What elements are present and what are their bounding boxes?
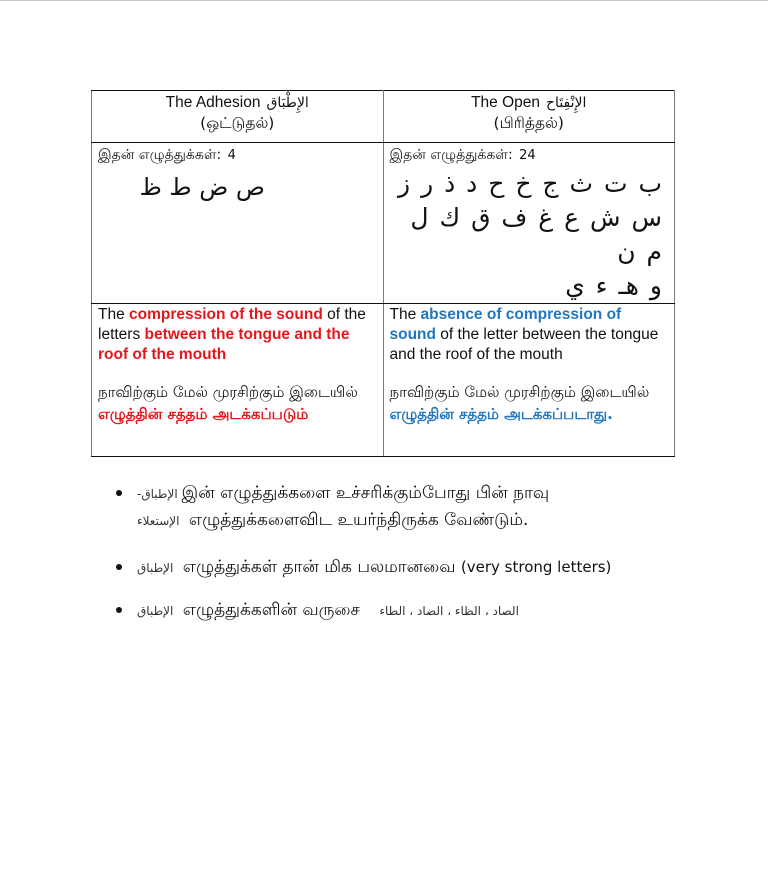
desc-text: of the letter between the tongue and the roof of the mouth [389,326,659,363]
header-tamil-adhesion: (ஒட்டுதல்) [200,114,275,132]
desc-highlight-red: compression of the sound [129,306,323,323]
letter-count-open [390,146,669,165]
bullet-text: எழுத்துக்கள் தான் மிக பலமானவை [182,557,456,577]
bullet-dot-icon [116,564,122,570]
letter-count-label: இதன் எழுத்துக்கள்: [98,147,222,163]
header-tamil-open: (பிரித்தல்) [493,114,564,132]
bullet-text: எழுத்துக்களின் வருசை [182,600,360,620]
bullet-text: இன் எழுத்துக்களை உச்சரிக்கும்போது பின் நாவு [181,483,550,503]
bullet-english-note: (very strong letters) [460,558,612,576]
open-letters-line-3: و هـ ء ي [565,271,662,300]
desc-text: The [98,306,130,323]
header-arabic-open: الإِنْفِتَاح [546,95,587,111]
letters-cell-adhesion [92,143,384,304]
desc-highlight-red: between the tongue and the roof of the mouth [98,326,350,363]
header-english-adhesion: The Adhesion [165,94,261,111]
open-letters-line-2: س ش ع غ ف ق ك ل م ن [410,203,662,266]
arabic-term: الإطباق [137,561,174,575]
page-top-rule [0,0,768,1]
desc-text: நாவிற்கும் மேல் முரசிற்கும் இடையில் [389,383,650,401]
header-english-open: The Open [471,94,541,111]
notes-bullet-list [110,480,670,624]
bullet-dot-icon [116,490,122,496]
letter-count-value: 24 [519,148,536,163]
desc-text: The [389,306,421,323]
bullet-text: எழுத்துக்களைவிட உயர்ந்திருக்க வேண்டும். [188,510,529,530]
bullet-item-strength [110,554,670,581]
table-header-row [92,91,675,143]
arabic-term: الإطباق [137,604,174,618]
letter-count-label: இதன் எழுத்துக்கள்: [389,147,513,163]
open-letters-line-1: ب ت ث ج خ ح د ذ ر ز [398,169,662,198]
desc-highlight-red: எழுத்தின் சத்தம் அடக்கப்படும் [98,405,309,423]
adhesion-open-comparison-table [91,90,675,457]
arabic-term: الإستعلاء [137,514,180,528]
desc-text: நாவிற்கும் மேல் முரசிற்கும் இடையில் [98,383,358,401]
desc-text: of the letters [98,306,366,343]
description-cell-open [383,304,675,457]
desc-highlight-blue: எழுத்தின் சத்தம் அடக்கப்படாது [389,405,608,423]
header-arabic-adhesion: الإِطْبَاق [266,95,309,111]
letters-cell-open [383,143,675,304]
arabic-term: الإطباق- [137,487,178,501]
header-cell-adhesion [92,91,384,143]
bullet-item-pronunciation [110,480,670,534]
open-letters [390,167,669,303]
open-tamil-description [390,381,669,425]
letters-row [92,143,675,304]
description-cell-adhesion [92,304,384,457]
adhesion-english-description [98,305,377,365]
bullet-dot-icon [116,607,122,613]
description-row [92,304,675,457]
desc-period: . [607,405,613,423]
open-english-description [390,305,669,365]
bullet-item-order [110,597,670,624]
adhesion-tamil-description [98,381,377,425]
header-cell-open [383,91,675,143]
adhesion-letters: ص ض ط ظ [139,173,265,201]
desc-highlight-blue: absence of compression of sound [389,306,622,343]
arabic-letter-order: الصاد ، الظاء ، الضاد ، الطاء [379,604,519,618]
letter-count-value: 4 [227,148,236,163]
letter-count-adhesion [98,146,377,165]
